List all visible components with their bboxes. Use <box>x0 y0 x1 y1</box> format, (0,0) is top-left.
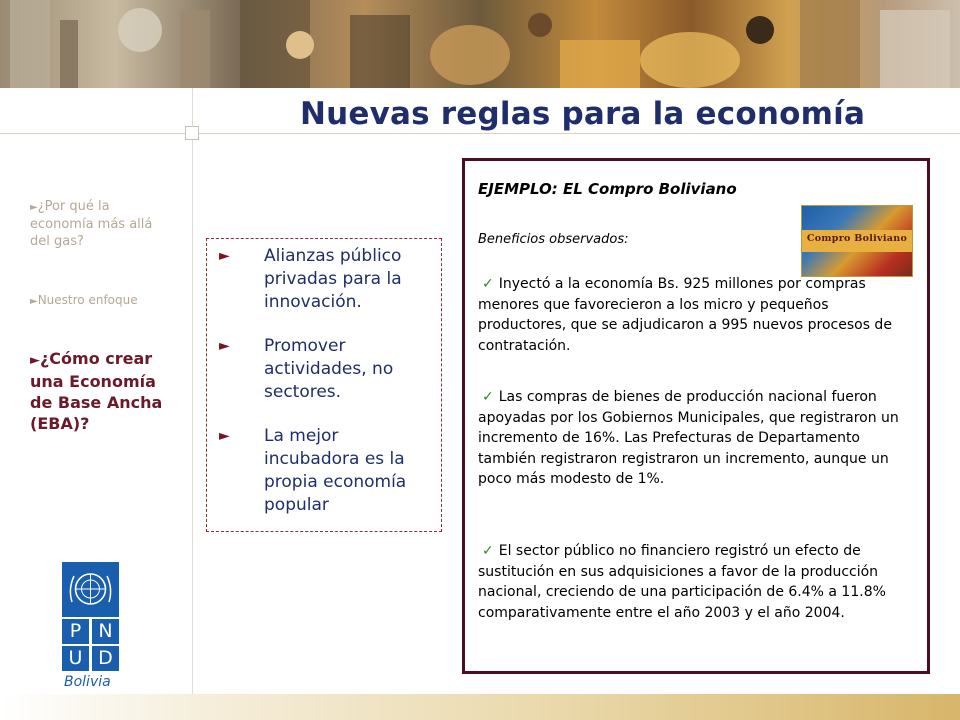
bullet-text: Promover actividades, no sectores. <box>264 336 394 402</box>
example-heading: EJEMPLO: EL Compro Boliviano <box>478 180 737 198</box>
key-points-box <box>206 238 442 532</box>
nav-arrow-icon: ► <box>30 353 40 368</box>
nav-item-nuestro-enfoque[interactable] <box>30 292 180 310</box>
bullet-arrow-icon: ► <box>219 428 230 444</box>
mural-illustration <box>0 0 960 88</box>
nav-item-label: ¿Cómo crear una Economía de Base Ancha (EBA)? <box>30 349 163 433</box>
header-divider <box>0 133 960 134</box>
nav-item-label: Nuestro enfoque <box>37 293 138 307</box>
example-subheading: Beneficios observados: <box>478 232 629 247</box>
bullet-arrow-icon: ► <box>219 338 230 354</box>
benefit-text: Las compras de bienes de producción nacional fueron apoyadas por los Gobiernos Municipales, que registraron un incremento de 16%. Las Prefecturas de Departamento también registraron registraron un incremento, aunque un poco más modesto de 1%. <box>478 389 899 488</box>
pnud-letter: D <box>92 646 119 671</box>
nav-arrow-icon: ► <box>30 202 38 213</box>
nav-item-por-que[interactable] <box>30 198 170 250</box>
slide-title: Nuevas reglas para la economía <box>300 96 866 132</box>
header-banner-image <box>0 0 960 88</box>
pnud-letter: U <box>62 646 89 671</box>
pnud-country-label: Bolivia <box>64 674 111 690</box>
benefit-paragraph <box>478 387 908 490</box>
bullet-text: Alianzas público privadas para la innovación. <box>264 246 402 312</box>
list-item <box>219 245 429 314</box>
bullet-arrow-icon: ► <box>219 248 230 264</box>
logo-text: Compro Boliviano <box>806 233 908 244</box>
un-emblem <box>62 562 119 617</box>
benefit-paragraph <box>478 274 908 356</box>
benefit-text: Inyectó a la economía Bs. 925 millones por compras menores que favorecieron a los micro y pequeños productores, que se adjudicaron a 995 nuevos procesos de contratación. <box>478 276 892 354</box>
nav-arrow-icon: ► <box>30 296 38 307</box>
benefit-text: El sector público no financiero registró un efecto de sustitución en sus adquisiciones a favor de la producción nacional, creciendo de una participación de 6.4% a 11.8% comparativamente entre el año 2003 y el año 2004. <box>478 543 886 621</box>
pnud-logo <box>62 562 119 690</box>
footer-gradient-strip <box>0 694 960 720</box>
sidebar-divider <box>192 88 193 694</box>
pnud-letter: N <box>92 619 119 644</box>
list-item <box>219 425 429 517</box>
nav-item-label: ¿Por qué la economía más allá del gas? <box>30 199 153 249</box>
bullet-text: La mejor incubadora es la propia economía popular <box>264 426 407 515</box>
compro-boliviano-logo <box>801 205 913 277</box>
checkmark-icon: ✓ <box>482 389 494 405</box>
benefit-paragraph <box>478 541 908 623</box>
checkmark-icon: ✓ <box>482 276 494 292</box>
list-item <box>219 335 429 404</box>
un-emblem-icon <box>62 562 119 617</box>
pnud-letter: P <box>62 619 89 644</box>
example-panel <box>462 158 930 674</box>
checkmark-icon: ✓ <box>482 543 494 559</box>
divider-corner-box <box>185 126 199 140</box>
nav-item-como-crear[interactable] <box>30 348 180 434</box>
